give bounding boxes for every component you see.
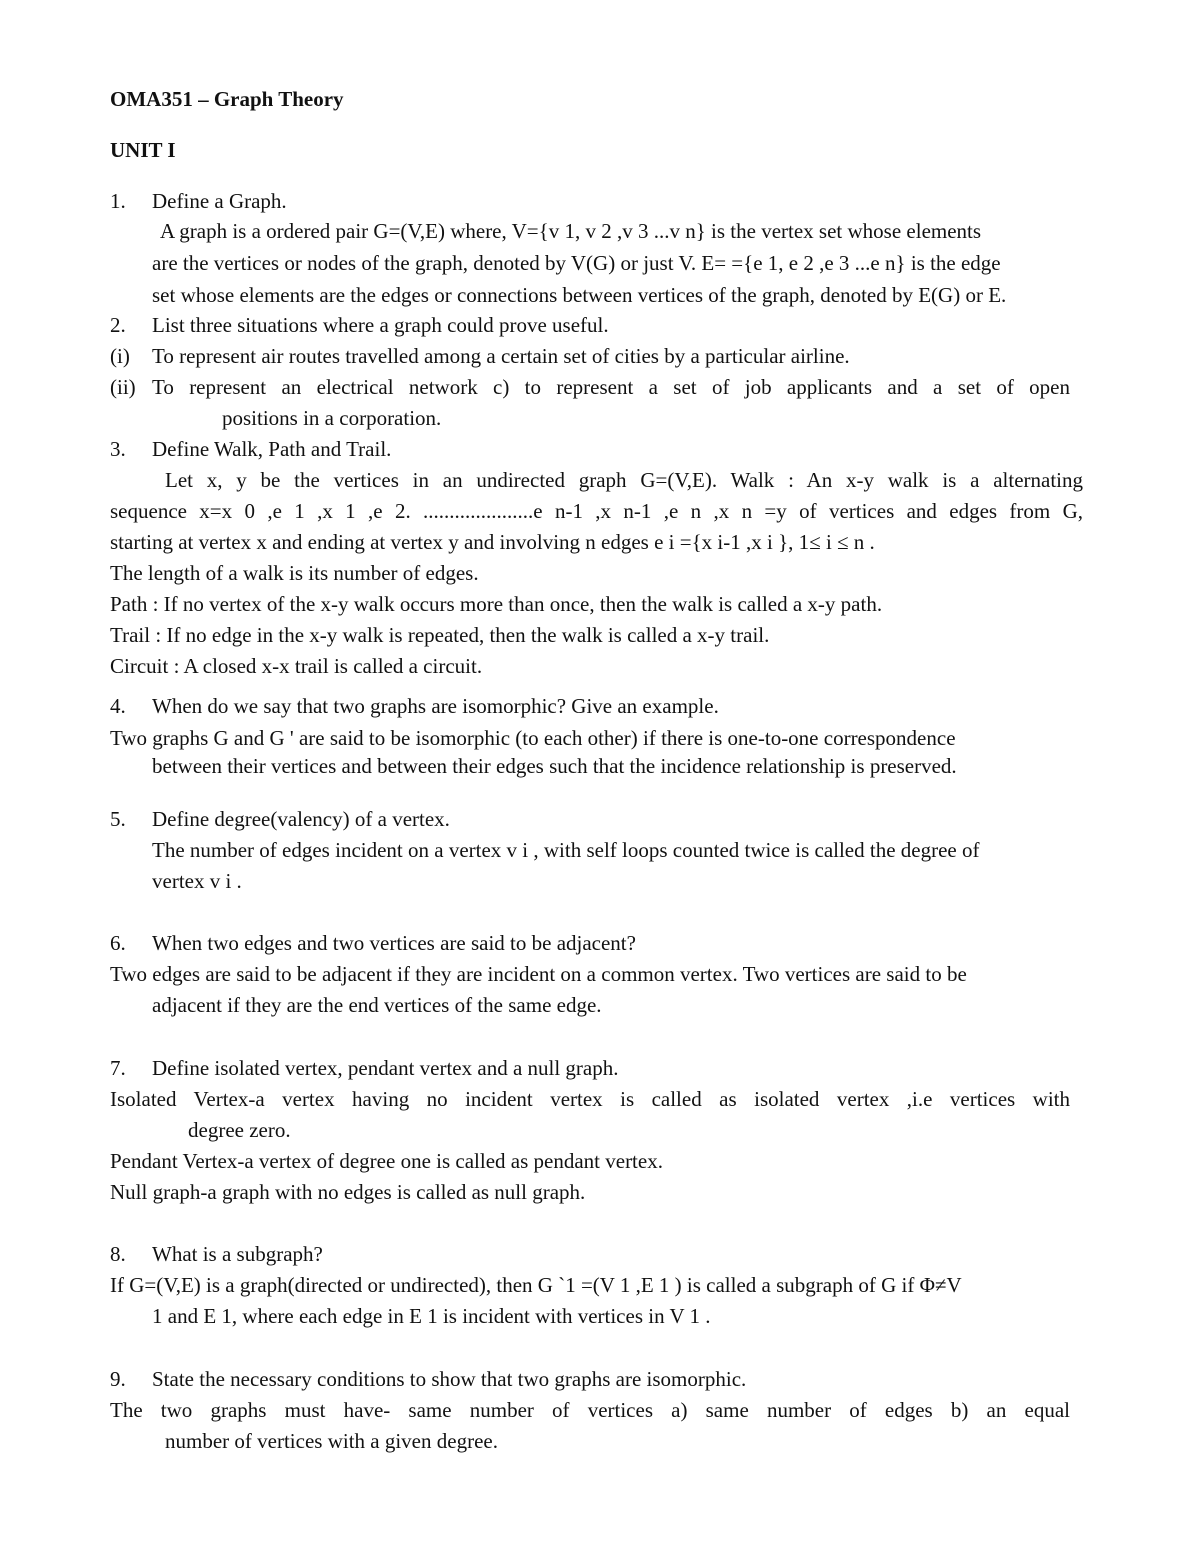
answer-line: A graph is a ordered pair G=(V,E) where, V={v 1, v 2 ,v 3 ...v n} is the vertex set whose elements — [160, 219, 982, 243]
answer-line: The two graphs must have- same number of vertices a) same number of edges b) an equal — [110, 1398, 1070, 1422]
answer-line: Let x, y be the vertices in an undirected graph G=(V,E). Walk : An x-y walk is a alternating — [165, 468, 1083, 492]
question-number: 7. — [110, 1056, 126, 1080]
answer-line: Circuit : A closed x-x trail is called a circuit. — [110, 654, 483, 678]
answer-line: sequence x=x 0 ,e 1 ,x 1 ,e 2. .....................e n-1 ,x n-1 ,e n ,x n =y of vertices and edges from G, — [110, 499, 1083, 523]
list-text: To represent air routes travelled among a certain set of cities by a particular airline. — [152, 344, 850, 368]
question-text: Define isolated vertex, pendant vertex and a null graph. — [152, 1056, 619, 1080]
list-item — [110, 374, 1070, 400]
list-marker: (ii) — [110, 375, 136, 399]
question-number: 5. — [110, 807, 126, 831]
answer-line: vertex v i . — [152, 869, 242, 893]
answer-line: The number of edges incident on a vertex v i , with self loops counted twice is called the degree of — [152, 838, 980, 862]
answer-line: Isolated Vertex-a vertex having no incident vertex is called as isolated vertex ,i.e vertices with — [110, 1087, 1070, 1111]
question-text: List three situations where a graph could prove useful. — [152, 313, 609, 337]
answer-line: If G=(V,E) is a graph(directed or undirected), then G `1 =(V 1 ,E 1 ) is called a subgraph of G if Φ≠V — [110, 1273, 962, 1297]
answer-line: Null graph-a graph with no edges is called as null graph. — [110, 1180, 586, 1204]
answer-line: The length of a walk is its number of edges. — [110, 561, 479, 585]
list-marker: (i) — [110, 344, 130, 368]
question-text: Define degree(valency) of a vertex. — [152, 807, 450, 831]
answer-line: Path : If no vertex of the x-y walk occurs more than once, then the walk is called a x-y path. — [110, 592, 883, 616]
answer-line: Two graphs G and G ' are said to be isomorphic (to each other) if there is one-to-one correspondence — [110, 726, 956, 750]
question-text: What is a subgraph? — [152, 1242, 323, 1266]
question-text: State the necessary conditions to show that two graphs are isomorphic. — [152, 1367, 747, 1391]
question-text: When do we say that two graphs are isomorphic? Give an example. — [152, 694, 719, 718]
answer-line: positions in a corporation. — [222, 406, 442, 430]
question-number: 8. — [110, 1242, 126, 1266]
question-number: 4. — [110, 694, 126, 718]
answer-line: starting at vertex x and ending at vertex y and involving n edges e i ={x i-1 ,x i }, 1≤ i ≤ n . — [110, 530, 875, 554]
question-number: 1. — [110, 189, 126, 213]
question-number: 6. — [110, 931, 126, 955]
answer-line: between their vertices and between their edges such that the incidence relationship is preserved. — [152, 754, 957, 778]
question-text: When two edges and two vertices are said to be adjacent? — [152, 931, 636, 955]
document-title: OMA351 – Graph Theory — [110, 87, 344, 111]
question-number: 9. — [110, 1367, 126, 1391]
answer-line: number of vertices with a given degree. — [165, 1429, 498, 1453]
question-text: Define Walk, Path and Trail. — [152, 437, 392, 461]
answer-line: Trail : If no edge in the x-y walk is repeated, then the walk is called a x-y trail. — [110, 623, 770, 647]
answer-line: adjacent if they are the end vertices of the same edge. — [152, 993, 602, 1017]
unit-heading: UNIT I — [110, 138, 176, 162]
answer-line: set whose elements are the edges or connections between vertices of the graph, denoted by E(G) or E. — [152, 283, 1007, 307]
question-number: 3. — [110, 437, 126, 461]
list-text: To represent an electrical network c) to represent a set of job applicants and a set of open — [152, 375, 1070, 399]
answer-line: degree zero. — [188, 1118, 291, 1142]
question-number: 2. — [110, 313, 126, 337]
answer-line: 1 and E 1, where each edge in E 1 is incident with vertices in V 1 . — [152, 1304, 711, 1328]
answer-line: Pendant Vertex-a vertex of degree one is called as pendant vertex. — [110, 1149, 663, 1173]
question-text: Define a Graph. — [152, 189, 287, 213]
answer-line: Two edges are said to be adjacent if they are incident on a common vertex. Two vertices are said to be — [110, 962, 967, 986]
answer-line: are the vertices or nodes of the graph, denoted by V(G) or just V. E= ={e 1, e 2 ,e 3 ...e n} is the edge — [152, 251, 1001, 275]
